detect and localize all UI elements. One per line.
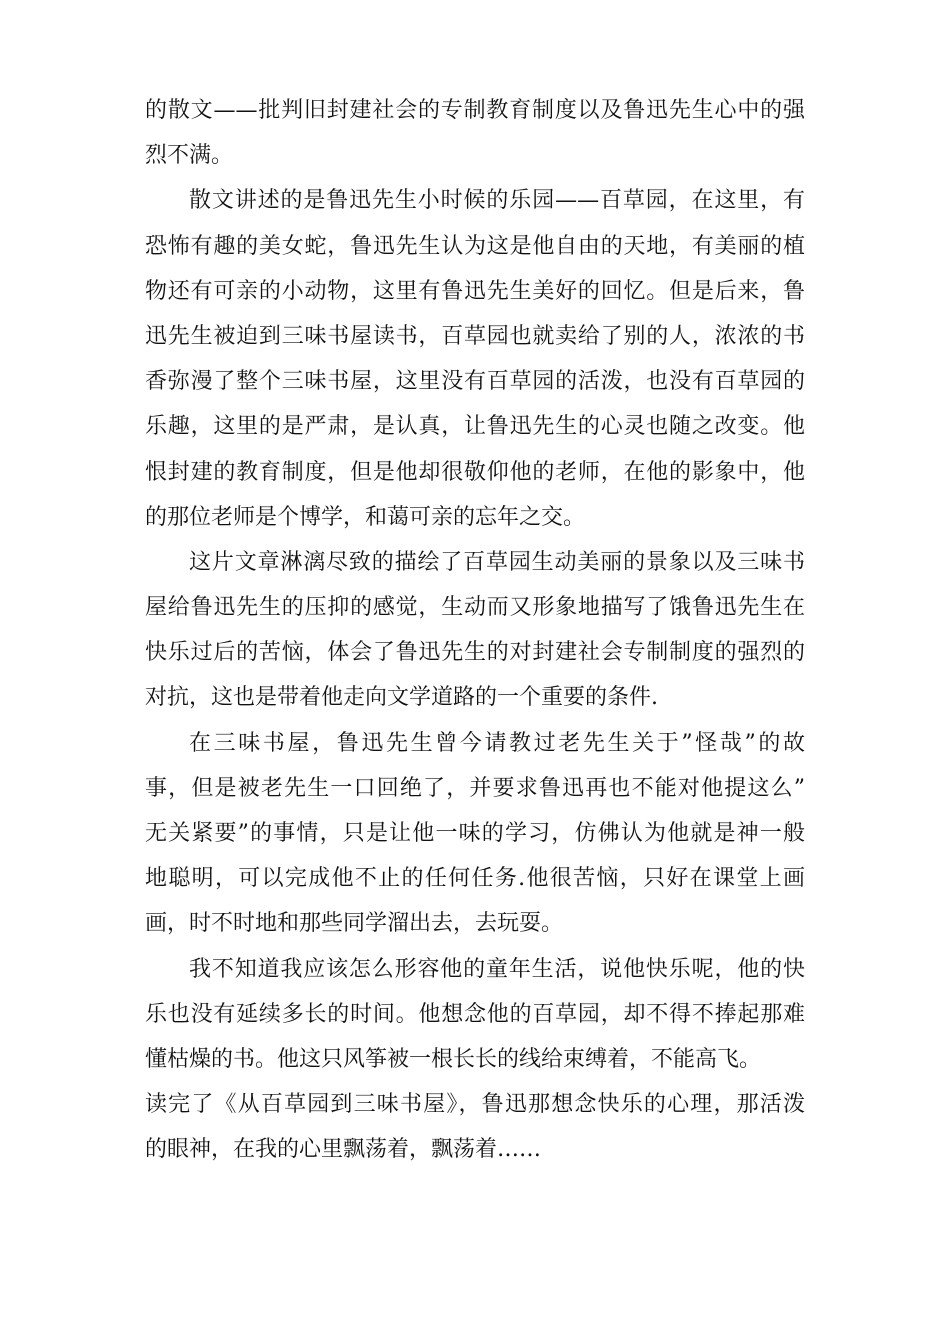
text-line: 香弥漫了整个三味书屋，这里没有百草园的活泼，也没有百草园的 (145, 369, 805, 395)
text-line: 快乐过后的苦恼，体会了鲁迅先生的对封建社会专制制度的强烈的 (145, 640, 805, 666)
text-line: 屋给鲁迅先生的压抑的感觉，生动而又形象地描写了饿鲁迅先生在 (145, 595, 805, 621)
text-line: 在三味书屋，鲁迅先生曾今请教过老先生关于”怪哉”的故 (189, 730, 805, 756)
text-line: 乐趣，这里的是严肃，是认真，让鲁迅先生的心灵也随之改变。他 (145, 414, 805, 440)
text-line: 散文讲述的是鲁迅先生小时候的乐园——百草园，在这里，有 (189, 188, 805, 214)
text-line: 物还有可亲的小动物，这里有鲁迅先生美好的回忆。但是后来，鲁 (145, 278, 805, 304)
text-line: 这片文章淋漓尽致的描绘了百草园生动美丽的景象以及三味书 (189, 549, 805, 575)
text-line: 懂枯燥的书。他这只风筝被一根长长的线给束缚着，不能高飞。 (145, 1046, 762, 1072)
text-line: 对抗，这也是带着他走向文学道路的一个重要的条件. (145, 685, 658, 711)
text-line: 的眼神，在我的心里飘荡着，飘荡着…… (145, 1137, 542, 1163)
text-line: 烈不满。 (145, 143, 234, 169)
text-line: 恨封建的教育制度，但是他却很敬仰他的老师，在他的影象中，他 (145, 459, 805, 485)
text-line: 的那位老师是个博学，和蔼可亲的忘年之交。 (145, 504, 586, 530)
text-line: 无关紧要”的事情，只是让他一味的学习，仿佛认为他就是神一般 (145, 821, 805, 846)
text-line: 事，但是被老先生一口回绝了，并要求鲁迅再也不能对他提这么” (145, 775, 805, 801)
text-line: 画，时不时地和那些同学溜出去，去玩耍。 (145, 911, 564, 937)
essay-body (145, 88, 805, 1173)
text-line: 恐怖有趣的美女蛇，鲁迅先生认为这是他自由的天地，有美丽的植 (145, 233, 805, 259)
text-line: 迅先生被迫到三味书屋读书，百草园也就卖给了别的人，浓浓的书 (145, 323, 805, 349)
text-line: 的散文——批判旧封建社会的专制教育制度以及鲁迅先生心中的强 (145, 98, 805, 123)
text-line: 地聪明，可以完成他不止的任何任务.他很苦恼，只好在课堂上画 (145, 866, 805, 892)
text-line: 我不知道我应该怎么形容他的童年生活，说他快乐呢，他的快 (189, 956, 805, 982)
text-line: 读完了《从百草园到三味书屋》，鲁迅那想念快乐的心理，那活泼 (145, 1092, 805, 1118)
text-line: 乐也没有延续多长的时间。他想念他的百草园，却不得不捧起那难 (145, 1001, 805, 1027)
